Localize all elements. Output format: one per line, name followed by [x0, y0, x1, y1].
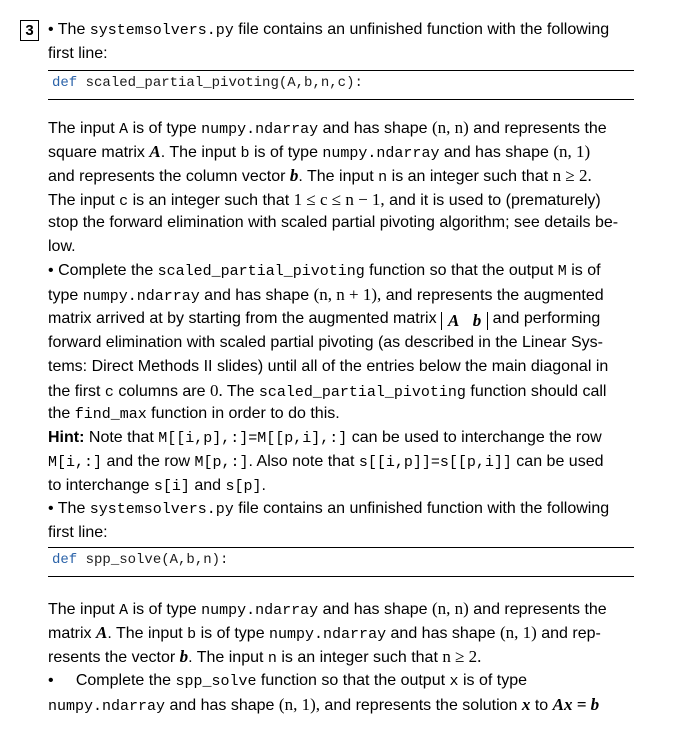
para1-line6: low. [48, 238, 76, 255]
hint-line3: to interchange s[i] and s[p]. [48, 477, 266, 495]
hint-label: Hint: [48, 429, 85, 446]
filename: systemsolvers.py [89, 22, 234, 39]
para2-line2: matrix A. The input b is of type numpy.ndarray and has shape (n, 1) and rep- [48, 623, 601, 643]
para1-line4: The input c is an integer such that 1 ≤ c ≤ n − 1, and it is used to (prematurely) [48, 190, 601, 210]
augmented-matrix: A b [441, 312, 488, 330]
item2-line5: tems: Direct Methods II slides) until all of the entries below the main diagonal in [48, 358, 609, 375]
item1-line1: • The systemsolvers.py file contains an unfinished function with the following [48, 21, 610, 39]
item2-line1: • Complete the scaled_partial_pivoting function so that the output M is of [48, 262, 601, 280]
code-signature: scaled_partial_pivoting(A,b,n,c): [77, 75, 363, 91]
item3-line2: first line: [48, 524, 108, 541]
para2-line1: The input A is of type numpy.ndarray and has shape (n, n) and represents the [48, 599, 607, 619]
para1-line2: square matrix A. The input b is of type numpy.ndarray and has shape (n, 1) [48, 142, 591, 162]
item2-line6: the first c columns are 0. The scaled_partial_pivoting function should call [48, 381, 607, 401]
item2-line4: forward elimination with scaled partial pivoting (as described in the Linear Sys- [48, 334, 603, 351]
item3-line1: • The systemsolvers.py file contains an unfinished function with the following [48, 500, 610, 518]
item4-line1: • Complete the spp_solve function so that the output x is of type [48, 672, 527, 690]
problem-number: 3 [20, 20, 39, 41]
item4-line2: numpy.ndarray and has shape (n, 1), and represents the solution x to Ax = b [48, 695, 600, 715]
hint-line2: M[i,:] and the row M[p,:]. Also note that s[[i,p]]=s[[p,i]] can be used [48, 453, 604, 471]
item2-line3: matrix arrived at by starting from the augmented matrix A b and performing [48, 310, 601, 330]
para1-line5: stop the forward elimination with scaled partial pivoting algorithm; see details be- [48, 214, 619, 231]
item2-line7: the find_max function in order to do this. [48, 405, 340, 423]
item1-line2: first line: [48, 45, 108, 62]
para1-line3: and represents the column vector b. The input n is an integer such that n ≥ 2. [48, 166, 592, 186]
item2-line2: type numpy.ndarray and has shape (n, n + 1), and represents the augmented [48, 285, 604, 305]
code-keyword: def [52, 75, 78, 91]
para1-line1: The input A is of type numpy.ndarray and has shape (n, n) and represents the [48, 118, 607, 138]
code-block-2: def spp_solve(A,b,n): [48, 547, 634, 577]
para2-line3: resents the vector b. The input n is an integer such that n ≥ 2. [48, 647, 482, 667]
bullet: • [48, 21, 54, 38]
code-block-1 [48, 70, 634, 100]
hint-line1: Hint: Note that M[[i,p],:]=M[[p,i],:] can be used to interchange the row [48, 429, 602, 447]
